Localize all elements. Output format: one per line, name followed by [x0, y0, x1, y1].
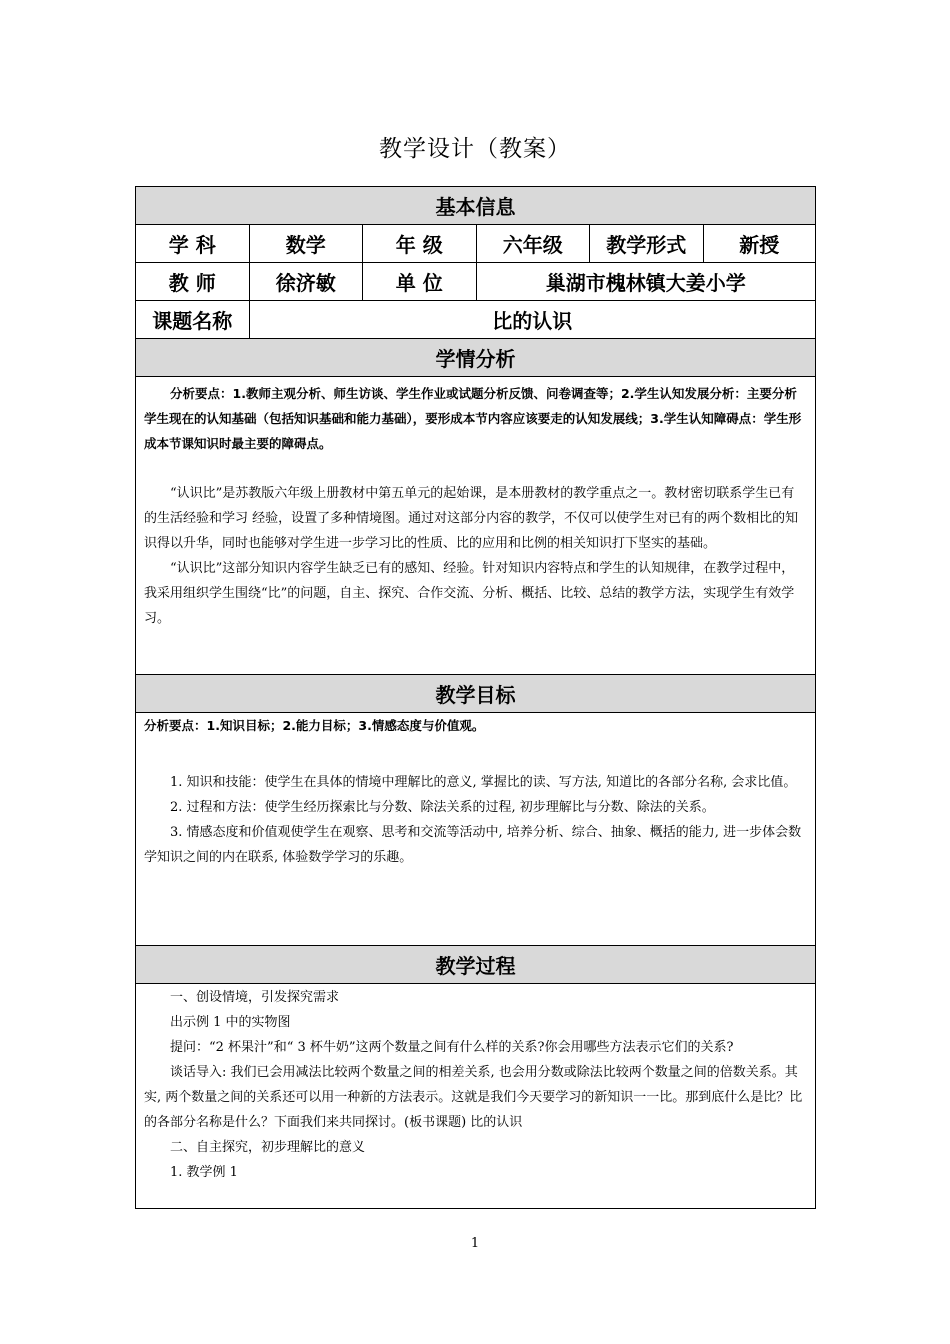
learning-analysis-body	[136, 377, 816, 675]
objective-item: 1. 知识和技能：使学生在具体的情境中理解比的意义, 掌握比的读、写方法, 知道比的各部分名称, 会求比值。	[170, 775, 797, 790]
process-line: 一、创设情境，引发探究需求	[170, 990, 340, 1005]
process-line: 提问：“2 杯果汁”和“ 3 杯牛奶”这两个数量之间有什么样的关系?你会用哪些方法表示它们的关系?	[170, 1040, 734, 1055]
learning-analysis-note: 分析要点：1.教师主观分析、师生访谈、学生作业或试题分析反馈、问卷调查等；2.学生认知发展分析：主要分析学生现在的认知基础（包括知识基础和能力基础），要形成本节内容应该要走的认知发展线；3.学生认知障碍点：学生形成本节课知识时最主要的障碍点。	[144, 386, 802, 451]
topic-value: 比的认识	[249, 301, 816, 339]
process-line: 谈话导入: 我们已会用减法比较两个数量之间的相差关系, 也会用分数或除法比较两个数量之间的倍数关系。其实, 两个数量之间的关系还可以用一种新的方法表示。这就是我们今天要学习的新知识一一比。那到底什么是比？比的各部分名称是什么？下面我们来共同探讨。(板书课题) 比的认识	[144, 1065, 803, 1130]
analysis-paragraph: “认识比”是苏教版六年级上册教材中第五单元的起始课，是本册教材的教学重点之一。教材密切联系学生已有的生活经验和学习 经验，设置了多种情境图。通过对这部分内容的教学，不仅可以使学生对已有的两个数相比的知识得以升华，同时也能够对学生进一步学习比的性质、比的应用和比例的相关知识打下坚实的基础。	[144, 486, 799, 551]
topic-label: 课题名称	[136, 301, 250, 339]
process-header: 教学过程	[136, 946, 816, 984]
objectives-header: 教学目标	[136, 675, 816, 713]
unit-value: 巢湖市槐林镇大姜小学	[476, 263, 816, 301]
basic-info-header: 基本信息	[136, 187, 816, 225]
lesson-plan-table	[135, 186, 816, 1209]
process-line: 出示例 1 中的实物图	[170, 1015, 291, 1030]
process-body	[136, 984, 816, 1209]
learning-analysis-header: 学情分析	[136, 339, 816, 377]
objective-item: 3. 情感态度和价值观使学生在观察、思考和交流等活动中, 培养分析、综合、抽象、概括的能力, 进一步体会数学知识之间的内在联系, 体验数学学习的乐趣。	[144, 825, 802, 865]
process-line: 1. 教学例 1	[170, 1165, 238, 1180]
process-line: 二、自主探究，初步理解比的意义	[170, 1140, 366, 1155]
teacher-label: 教 师	[136, 263, 250, 301]
analysis-paragraph: “认识比”这部分知识内容学生缺乏已有的感知、经验。针对知识内容特点和学生的认知规律，在教学过程中，我采用组织学生围绕“比”的问题，自主、探究、合作交流、分析、概括、比较、总结的教学方法，实现学生有效学习。	[144, 561, 795, 626]
subject-label: 学 科	[136, 225, 250, 263]
objective-item: 2. 过程和方法：使学生经历探索比与分数、除法关系的过程, 初步理解比与分数、除法的关系。	[170, 800, 715, 815]
teaching-form-label: 教学形式	[590, 225, 704, 263]
page-number: 1	[470, 1236, 480, 1251]
subject-value: 数学	[249, 225, 363, 263]
grade-label: 年 级	[363, 225, 477, 263]
unit-label: 单 位	[363, 263, 477, 301]
grade-value: 六年级	[476, 225, 590, 263]
document-title: 教学设计（教案）	[379, 136, 571, 162]
objectives-body	[136, 713, 816, 946]
teaching-form-value: 新授	[703, 225, 816, 263]
teacher-value: 徐济敏	[249, 263, 363, 301]
objectives-note: 分析要点：1.知识目标；2.能力目标；3.情感态度与价值观。	[144, 718, 485, 733]
